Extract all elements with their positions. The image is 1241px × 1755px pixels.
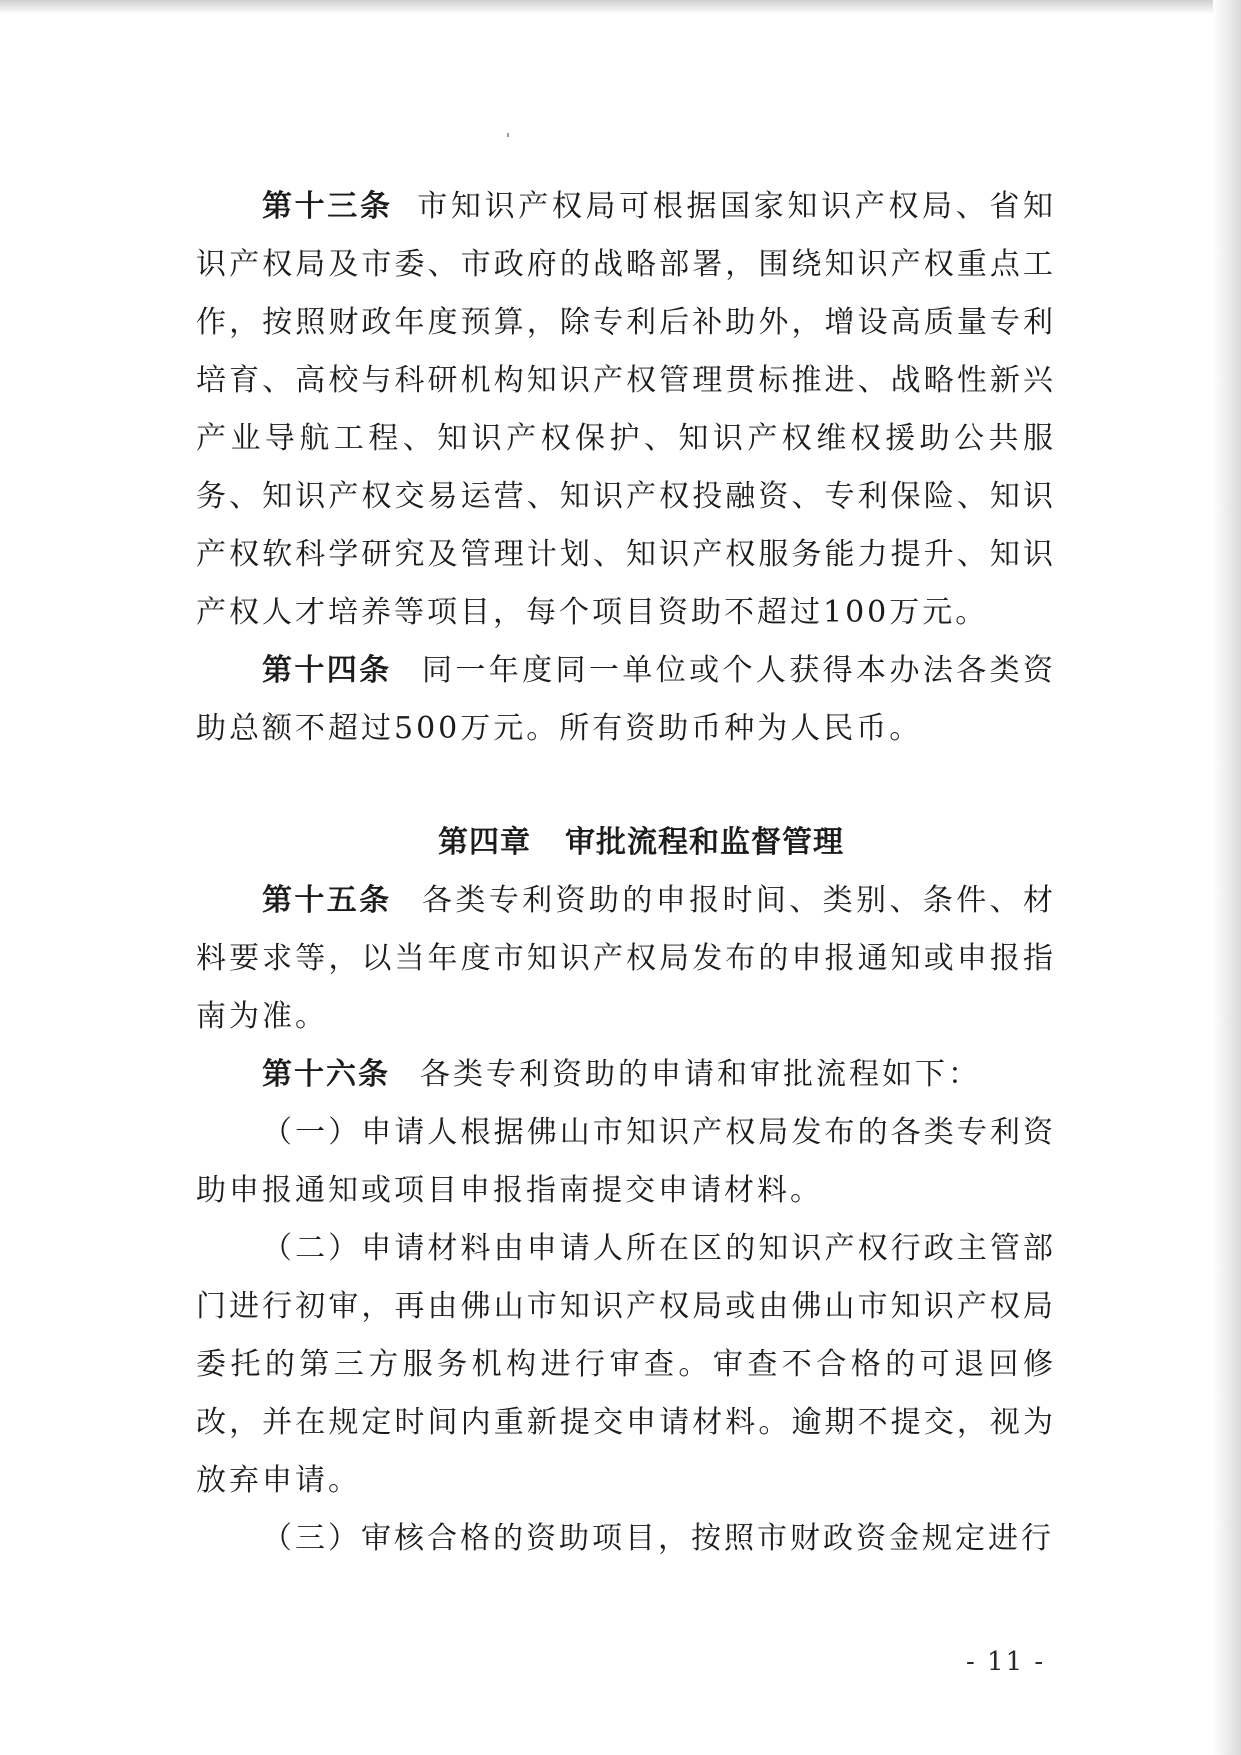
list-item: （三）审核合格的资助项目，按照市财政资金规定进行 [262,1521,1054,1556]
scan-top-edge [0,0,1241,14]
article-16 [196,1046,1056,1104]
article-15 [196,872,1056,1046]
article-16-text: 各类专利资助的申请和审批流程如下： [420,1057,981,1092]
article-14 [196,642,1056,758]
article-13-heading: 第十三条 [262,189,393,224]
scan-right-edge [1213,0,1241,1755]
list-item: （一）申请人根据佛山市知识产权局发布的各类专利资助申报通知或项目申报指南提交申请材料。 [196,1115,1056,1208]
article-13-text: 市知识产权局可根据国家知识产权局、省知识产权局及市委、市政府的战略部署，围绕知识产权重点工作，按照财政年度预算，除专利后补助外，增设高质量专利培育、高校与科研机构知识产权管理贯标推进、战略性新兴产业导航工程、知识产权保护、知识产权维权援助公共服务、知识产权交易运营、知识产权投融资、专利保险、知识产权软科学研究及管理计划、知识产权服务能力提升、知识产权人才培养等项目，每个项目资助不超过100万元。 [196,189,1057,630]
page-number: - 11 - [966,1647,1046,1677]
article-15-text: 各类专利资助的申报时间、类别、条件、材料要求等，以当年度市知识产权局发布的申报通知或申报指南为准。 [196,883,1057,1034]
article-14-text: 同一年度同一单位或个人获得本办法各类资助总额不超过500万元。所有资助币种为人民币。 [196,653,1057,746]
document-body [196,178,1056,1568]
article-13 [196,178,1056,642]
chapter-number: 第四章 [438,825,531,860]
chapter-heading [196,814,1056,872]
chapter-title: 审批流程和监督管理 [565,825,844,860]
article-16-heading: 第十六条 [262,1057,390,1092]
list-item: （二）申请材料由申请人所在区的知识产权行政主管部门进行初审，再由佛山市知识产权局或由佛山市知识产权局委托的第三方服务机构进行审查。审查不合格的可退回修改，并在规定时间内重新提交申请材料。逾期不提交，视为放弃申请。 [196,1231,1056,1498]
article-14-heading: 第十四条 [262,653,392,688]
scan-speck [507,133,509,137]
article-15-heading: 第十五条 [262,883,392,918]
